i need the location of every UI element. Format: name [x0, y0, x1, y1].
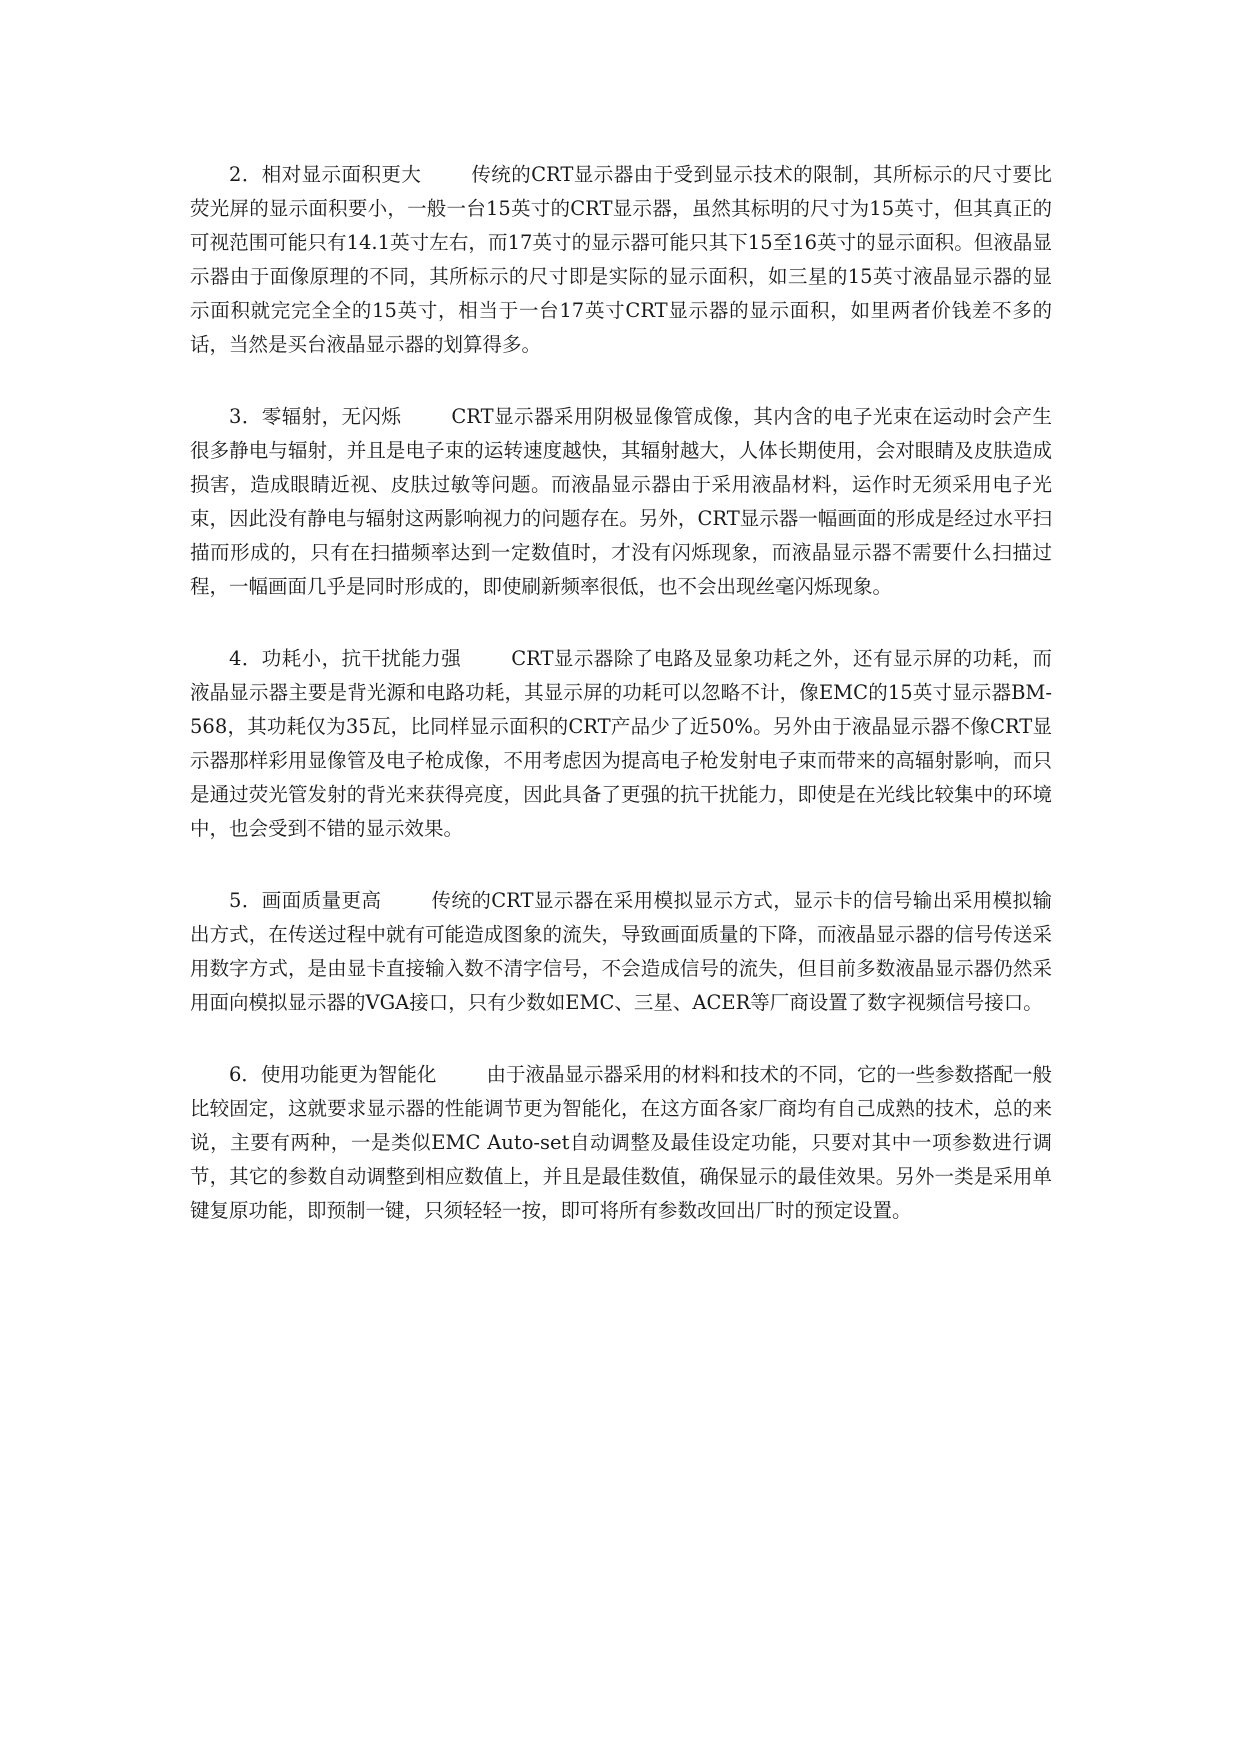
paragraph-zero-radiation — [190, 400, 1052, 604]
document-body — [190, 158, 1052, 1266]
section-heading: 3．零辐射，无闪烁 — [229, 405, 402, 428]
paragraph-low-power — [190, 642, 1052, 846]
section-body: 传统的CRT显示器在采用模拟显示方式，显示卡的信号输出采用模拟输出方式，在传送过程中就有可能造成图象的流失，导致画面质量的下降，而液晶显示器的信号传送采用数字方式，是由显卡直接输入数不清字信号，不会造成信号的流失，但目前多数液晶显示器仍然采用面向模拟显示器的VGA接口，只有少数如EMC、三星、ACER等厂商设置了数字视频信号接口。 — [190, 889, 1052, 1014]
section-heading: 2．相对显示面积更大 — [229, 163, 422, 186]
paragraph-image-quality — [190, 884, 1052, 1020]
section-heading: 4．功耗小，抗干扰能力强 — [229, 647, 462, 670]
section-heading: 5．画面质量更高 — [229, 889, 382, 912]
paragraph-smart-features — [190, 1058, 1052, 1228]
section-body: CRT显示器采用阴极显像管成像，其内含的电子光束在运动时会产生很多静电与辐射，并且是电子束的运转速度越快，其辐射越大，人体长期使用，会对眼睛及皮肤造成损害，造成眼睛近视、皮肤过敏等问题。而液晶显示器由于采用液晶材料，运作时无须采用电子光束，因此没有静电与辐射这两影响视力的问题存在。另外，CRT显示器一幅画面的形成是经过水平扫描而形成的，只有在扫描频率达到一定数值时，才没有闪烁现象，而液晶显示器不需要什么扫描过程，一幅画面几乎是同时形成的，即使刷新频率很低，也不会出现丝毫闪烁现象。 — [190, 405, 1052, 598]
section-body: 由于液晶显示器采用的材料和技术的不同，它的一些参数搭配一般比较固定，这就要求显示器的性能调节更为智能化，在这方面各家厂商均有自己成熟的技术，总的来说，主要有两种，一是类似EMC Auto-set自动调整及最佳设定功能，只要对其中一项参数进行调节，其它的参数自动调整到相应数值上，并且是最佳数值，确保显示的最佳效果。另外一类是采用单键复原功能，即预制一键，只须轻轻一按，即可将所有参数改回出厂时的预定设置。 — [190, 1063, 1052, 1222]
section-heading: 6．使用功能更为智能化 — [229, 1063, 437, 1086]
section-body: CRT显示器除了电路及显象功耗之外，还有显示屏的功耗，而液晶显示器主要是背光源和电路功耗，其显示屏的功耗可以忽略不计，像EMC的15英寸显示器BM-568，其功耗仅为35瓦，比同样显示面积的CRT产品少了近50%。另外由于液晶显示器不像CRT显示器那样彩用显像管及电子枪成像，不用考虑因为提高电子枪发射电子束而带来的高辐射影响，而只是通过荧光管发射的背光来获得亮度，因此具备了更强的抗干扰能力，即使是在光线比较集中的环境中，也会受到不错的显示效果。 — [190, 647, 1052, 840]
paragraph-display-area — [190, 158, 1052, 362]
section-body: 传统的CRT显示器由于受到显示技术的限制，其所标示的尺寸要比荧光屏的显示面积要小，一般一台15英寸的CRT显示器，虽然其标明的尺寸为15英寸，但其真正的可视范围可能只有14.1英寸左右，而17英寸的显示器可能只其下15至16英寸的显示面积。但液晶显示器由于面像原理的不同，其所标示的尺寸即是实际的显示面积，如三星的15英寸液晶显示器的显示面积就完完全全的15英寸，相当于一台17英寸CRT显示器的显示面积，如里两者价钱差不多的话，当然是买台液晶显示器的划算得多。 — [190, 163, 1052, 356]
